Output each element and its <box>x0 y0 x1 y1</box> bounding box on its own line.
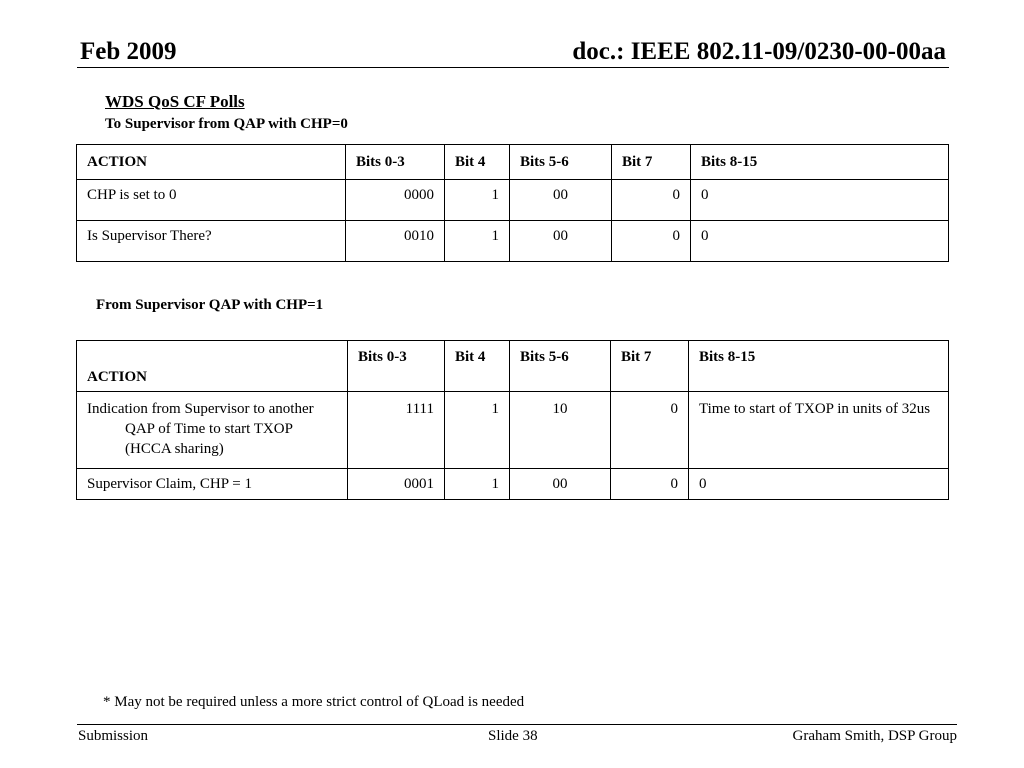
header-doc-id: doc.: IEEE 802.11-09/0230-00-00aa <box>572 38 946 65</box>
footer-slide-number: Slide 38 <box>488 728 538 744</box>
footnote: * May not be required unless a more strict control of QLoad is needed <box>103 694 525 710</box>
cell-action: Supervisor Claim, CHP = 1 <box>77 469 348 500</box>
column-header-bits-5-6: Bits 5-6 <box>510 341 611 392</box>
cell-bit-4: 1 <box>445 221 510 262</box>
table-header-row <box>77 145 949 180</box>
footer-submission: Submission <box>78 728 149 744</box>
section2-subtitle: From Supervisor QAP with CHP=1 <box>96 297 324 313</box>
column-header-bits-5-6: Bits 5-6 <box>510 145 612 180</box>
cell-bit-4: 1 <box>445 469 510 500</box>
footer-divider <box>77 724 957 725</box>
header-date: Feb 2009 <box>80 38 177 65</box>
section1-subtitle: To Supervisor from QAP with CHP=0 <box>105 116 348 132</box>
cell-bit-7: 0 <box>611 469 689 500</box>
cell-bits-0-3: 0010 <box>346 221 445 262</box>
footer-author: Graham Smith, DSP Group <box>792 728 957 744</box>
cell-bit-4: 1 <box>445 180 510 221</box>
cell-bit-7: 0 <box>611 392 689 469</box>
cell-bits-8-15: 0 <box>691 180 949 221</box>
column-header-bit-4: Bit 4 <box>445 145 510 180</box>
cell-bits-8-15: 0 <box>691 221 949 262</box>
column-header-bits-0-3: Bits 0-3 <box>348 341 445 392</box>
table-row <box>77 221 949 262</box>
cell-bits-8-15 <box>689 392 949 469</box>
table-to-supervisor <box>76 144 949 262</box>
column-header-action: ACTION <box>77 341 348 392</box>
column-header-bits-0-3: Bits 0-3 <box>346 145 445 180</box>
slide-title: WDS QoS CF Polls <box>105 92 245 111</box>
column-header-bits-8-15: Bits 8-15 <box>689 341 949 392</box>
column-header-bits-8-15: Bits 8-15 <box>691 145 949 180</box>
cell-bit-7: 0 <box>612 180 691 221</box>
table-from-supervisor <box>76 340 949 500</box>
header-divider <box>77 67 949 68</box>
column-header-bit-4: Bit 4 <box>445 341 510 392</box>
table-row <box>77 392 949 469</box>
cell-bits-8-15-text: Time to start of TXOP in units of 32us <box>699 401 931 417</box>
cell-bit-7: 0 <box>612 221 691 262</box>
table-row <box>77 180 949 221</box>
cell-bits-0-3: 0001 <box>348 469 445 500</box>
cell-bits-5-6: 00 <box>510 180 612 221</box>
cell-bits-8-15: 0 <box>689 469 949 500</box>
cell-bits-0-3: 0000 <box>346 180 445 221</box>
column-header-action: ACTION <box>77 145 346 180</box>
cell-action <box>77 392 348 469</box>
cell-action-text: Indication from Supervisor to another QAP of Time to start TXOP (HCCA sharing) <box>87 401 314 457</box>
cell-bits-5-6: 00 <box>510 469 611 500</box>
cell-bits-5-6: 10 <box>510 392 611 469</box>
table-row <box>77 469 949 500</box>
column-header-bit-7: Bit 7 <box>612 145 691 180</box>
cell-bit-4: 1 <box>445 392 510 469</box>
cell-action: CHP is set to 0 <box>77 180 346 221</box>
table-header-row <box>77 341 949 392</box>
cell-bits-0-3: 1111 <box>348 392 445 469</box>
cell-action: Is Supervisor There? <box>77 221 346 262</box>
cell-bits-5-6: 00 <box>510 221 612 262</box>
column-header-bit-7: Bit 7 <box>611 341 689 392</box>
